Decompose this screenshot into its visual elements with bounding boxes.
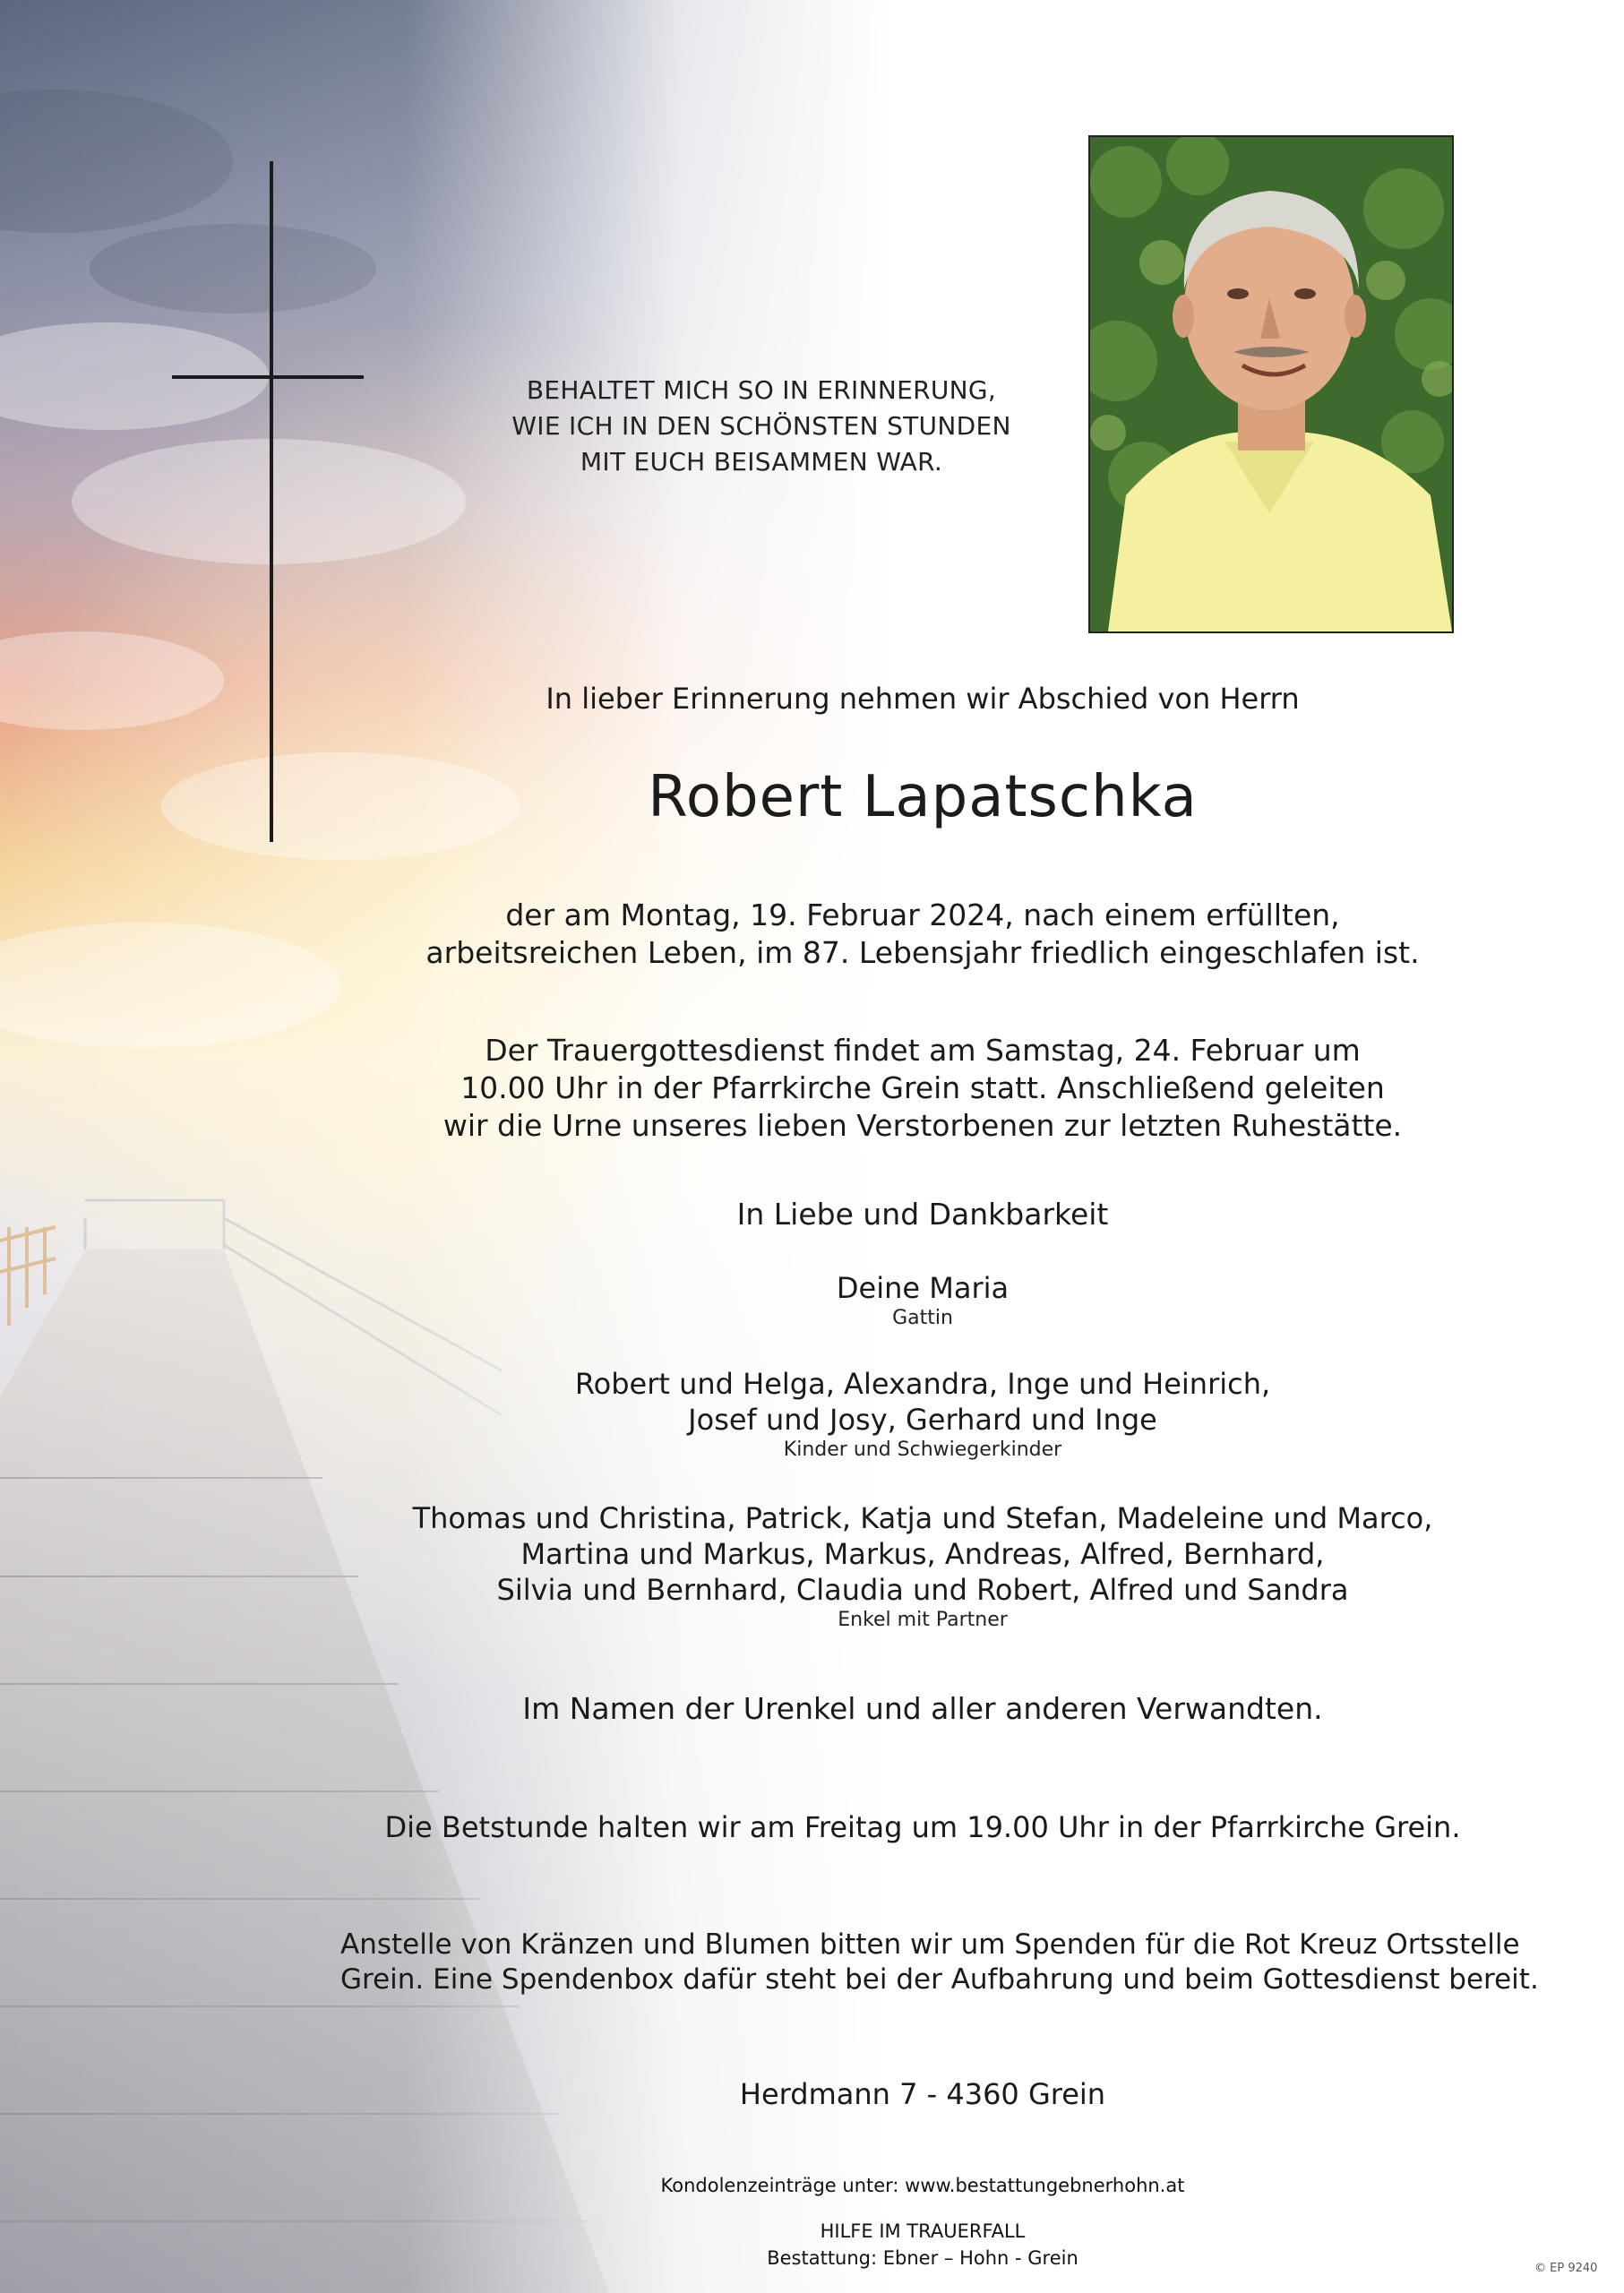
spouse-group <box>340 1270 1505 1331</box>
quote-line: MIT EUCH BEISAMMEN WAR. <box>580 447 943 477</box>
grandchildren-line: Thomas und Christina, Patrick, Katja und Stefan, Madeleine und Marco, <box>412 1501 1433 1535</box>
grandchildren-group <box>340 1500 1505 1633</box>
condolence-text <box>340 2172 1505 2199</box>
spouse-role: Gattin <box>892 1307 953 1329</box>
address-line: Herdmann 7 - 4360 Grein <box>739 2077 1106 2111</box>
children-group <box>340 1366 1505 1463</box>
death-line: der am Montag, 19. Februar 2024, nach einem erfüllten, <box>505 897 1340 932</box>
children-role: Kinder und Schwiegerkinder <box>783 1438 1062 1461</box>
portrait-photo <box>1088 135 1454 633</box>
address-text <box>340 2076 1505 2112</box>
relatives-line: Im Namen der Urenkel und aller anderen Verwandten. <box>522 1691 1323 1726</box>
death-announcement <box>340 897 1505 972</box>
intro-line: In lieber Erinnerung nehmen wir Abschied von Herrn <box>546 682 1300 716</box>
grandchildren-line: Martina und Markus, Markus, Andreas, Alfred, Bernhard, <box>520 1537 1325 1571</box>
cross-icon <box>270 161 273 842</box>
service-line: wir die Urne unseres lieben Verstorbenen zur letzten Ruhestätte. <box>443 1108 1403 1143</box>
spouse-name: Deine Maria <box>836 1271 1010 1305</box>
relatives-text <box>340 1690 1505 1728</box>
memorial-quote <box>448 373 1075 480</box>
quote-line: WIE ICH IN DEN SCHÖNSTEN STUNDEN <box>511 411 1011 441</box>
children-line: Josef und Josy, Gerhard und Inge <box>688 1403 1157 1437</box>
prayer-line: Die Betstunde halten wir am Freitag um 19.00 Uhr in der Pfarrkirche Grein. <box>384 1810 1461 1844</box>
print-code: © EP 9240 <box>1534 2262 1598 2275</box>
name-text: Robert Lapatschka <box>648 764 1198 830</box>
funeral-home-name: Bestattung: Ebner – Hohn - Grein <box>767 2247 1078 2269</box>
deceased-name <box>340 761 1505 833</box>
donation-line: Anstelle von Kränzen und Blumen bitten wir um Spenden für die Rot Kreuz Ortsstelle <box>340 1928 1520 1961</box>
service-announcement <box>340 1032 1505 1145</box>
grandchildren-line: Silvia und Bernhard, Claudia und Robert, Alfred und Sandra <box>496 1573 1349 1607</box>
funeral-home-info <box>340 2218 1505 2272</box>
quote-line: BEHALTET MICH SO IN ERINNERUNG, <box>526 375 997 405</box>
intro-text <box>340 681 1505 717</box>
service-line: 10.00 Uhr in der Pfarrkirche Grein statt. Anschließend geleiten <box>460 1070 1385 1105</box>
grandchildren-role: Enkel mit Partner <box>838 1609 1008 1631</box>
donation-line: Grein. Eine Spendenbox dafür steht bei der Aufbahrung und beim Gottesdienst bereit. <box>340 1963 1539 1996</box>
children-line: Robert und Helga, Alexandra, Inge und Heinrich, <box>574 1367 1271 1401</box>
cross-icon-bar <box>172 375 364 379</box>
condolence-line: Kondolenzeinträge unter: www.bestattungebnerhohn.at <box>660 2175 1185 2196</box>
gratitude-text <box>340 1196 1505 1233</box>
death-line: arbeitsreichen Leben, im 87. Lebensjahr friedlich eingeschlafen ist. <box>425 935 1420 970</box>
gratitude-line: In Liebe und Dankbarkeit <box>736 1197 1109 1232</box>
service-line: Der Trauergottesdienst findet am Samstag, 24. Februar um <box>485 1033 1361 1068</box>
donation-text <box>340 1928 1539 1997</box>
help-title: HILFE IM TRAUERFALL <box>820 2220 1026 2242</box>
prayer-text <box>340 1809 1505 1845</box>
